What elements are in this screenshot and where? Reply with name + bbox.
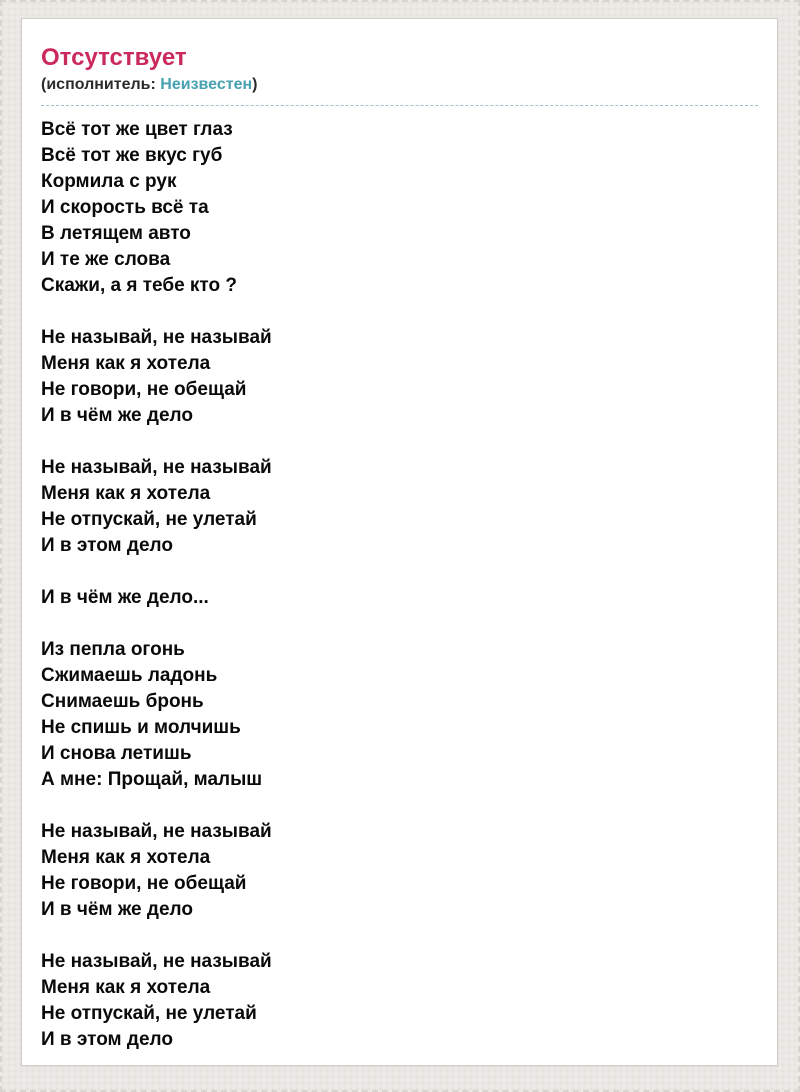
lyric-line: И те же слова — [41, 249, 171, 270]
lyric-line: И в чём же дело... — [41, 587, 209, 608]
lyrics-stanza — [41, 117, 758, 299]
artist-link[interactable]: Неизвестен — [160, 76, 253, 93]
lyric-line: И в этом дело — [41, 1029, 173, 1050]
lyric-line: Не называй, не называй — [41, 327, 272, 348]
lyrics-stanza — [41, 637, 758, 793]
lyric-line: И скорость всё та — [41, 197, 209, 218]
lyric-line: Не называй, не называй — [41, 951, 272, 972]
lyrics-stanza — [41, 819, 758, 923]
lyrics-stanza — [41, 455, 758, 559]
lyric-line: Не говори, не обещай — [41, 379, 247, 400]
lyric-line: Не отпускай, не улетай — [41, 1003, 257, 1024]
lyric-line: Всё тот же цвет глаз — [41, 119, 233, 140]
artist-label-prefix: (исполнитель: — [41, 76, 161, 93]
artist-label-suffix: ) — [252, 76, 258, 93]
lyrics-text — [41, 117, 758, 1053]
lyric-line: Не называй, не называй — [41, 457, 272, 478]
lyric-line: Скажи, а я тебе кто ? — [41, 275, 237, 296]
lyrics-stanza — [41, 585, 758, 611]
page-title: Отсутствует — [41, 44, 187, 71]
lyrics-stanza — [41, 325, 758, 429]
lyric-line: Не говори, не обещай — [41, 873, 247, 894]
lyrics-card — [21, 18, 778, 1066]
lyric-line: Всё тот же вкус губ — [41, 145, 223, 166]
lyric-line: И в чём же дело — [41, 405, 193, 426]
lyric-line: Меня как я хотела — [41, 483, 211, 504]
lyric-line: И в чём же дело — [41, 899, 193, 920]
lyric-line: Не спишь и молчишь — [41, 717, 241, 738]
lyric-line: Меня как я хотела — [41, 353, 211, 374]
lyric-line: В летящем авто — [41, 223, 191, 244]
lyric-line: Снимаешь бронь — [41, 691, 204, 712]
lyric-line: И снова летишь — [41, 743, 192, 764]
lyric-line: А мне: Прощай, малыш — [41, 769, 263, 790]
lyric-line: И в этом дело — [41, 535, 173, 556]
lyric-line: Не отпускай, не улетай — [41, 509, 257, 530]
lyrics-stanza — [41, 949, 758, 1053]
lyric-line: Сжимаешь ладонь — [41, 665, 218, 686]
artist-line — [41, 75, 758, 106]
lyric-line: Кормила с рук — [41, 171, 177, 192]
lyric-line: Не называй, не называй — [41, 821, 272, 842]
lyric-line: Меня как я хотела — [41, 977, 211, 998]
lyric-line: Из пепла огонь — [41, 639, 185, 660]
lyric-line: Меня как я хотела — [41, 847, 211, 868]
